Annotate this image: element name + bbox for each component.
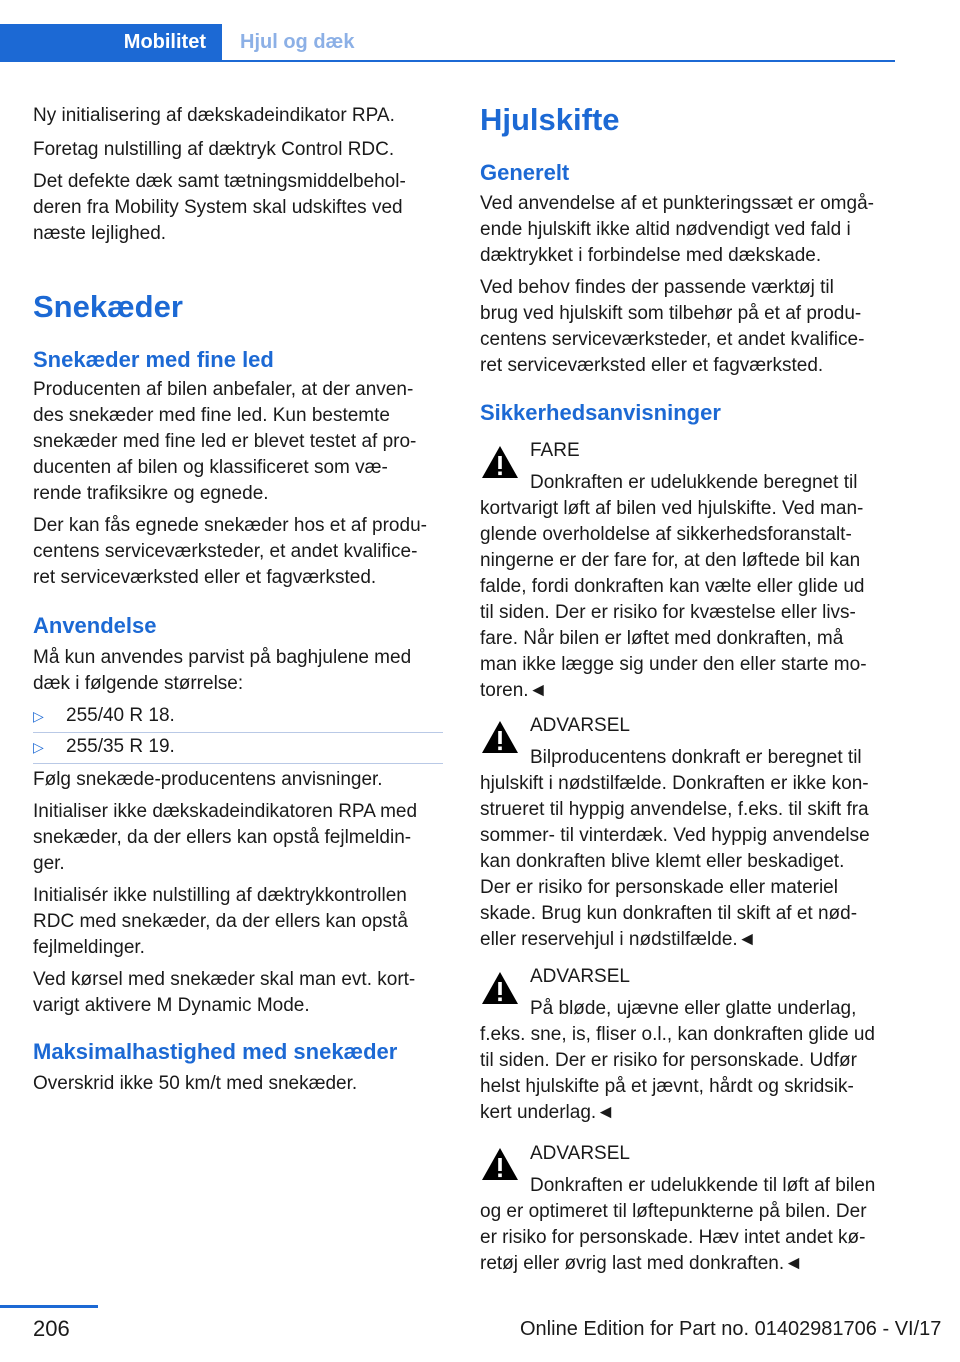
triangle-bullet-icon: ▷ (33, 708, 44, 724)
intro-line: næste lejlighed. (33, 223, 167, 244)
warning-line: kortvarigt løft af bilen ved hjulskifte. Ved man- (480, 498, 864, 519)
paragraph-line: brug ved hjulskift som tilbehør på et af produ- (480, 303, 862, 324)
warning-title: ADVARSEL (530, 1143, 630, 1164)
paragraph-line: Følg snekæde-producentens anvisninger. (33, 769, 383, 790)
paragraph-line: centens serviceværksteder, et andet kvalifice- (480, 329, 865, 350)
section-tab-mobilitet[interactable]: Mobilitet (0, 24, 222, 60)
list-item-text: 255/40 R 18. (66, 705, 175, 726)
paragraph-line: dæktrykket i forbindelse med dækskade. (480, 245, 822, 266)
paragraph-line: snekæder, da der ellers kan opstå fejlmeldin- (33, 827, 412, 848)
warning-triangle-icon (480, 444, 520, 480)
warning-line: og er optimeret til løftepunkterne på bilen. Der (480, 1201, 867, 1222)
warning-line: kert underlag.◄ (480, 1102, 615, 1123)
list-divider (33, 732, 443, 733)
warning-triangle-icon (480, 970, 520, 1006)
paragraph-line: Ved kørsel med snekæder skal man evt. kort- (33, 969, 416, 990)
subheading-anvendelse: Anvendelse (33, 613, 157, 638)
warning-line: fare. Når bilen er løftet med donkraften, må (480, 628, 844, 649)
list-divider (33, 763, 443, 764)
page-number: 206 (33, 1316, 70, 1341)
paragraph-line: Overskrid ikke 50 km/t med snekæder. (33, 1073, 358, 1094)
warning-line: retøj eller øvrig last med donkraften.◄ (480, 1253, 803, 1274)
warning-line: Der er risiko for personskade eller materiel (480, 877, 838, 898)
paragraph-line: ret serviceværksted eller et fagværksted. (480, 355, 824, 376)
paragraph-line: rende trafiksikre og egnede. (33, 483, 269, 504)
subheading-fine-led: Snekæder med fine led (33, 347, 274, 372)
warning-triangle-icon (480, 1146, 520, 1182)
warning-line: toren.◄ (480, 680, 548, 701)
intro-line: Foretag nulstilling af dæktryk Control RDC. (33, 139, 395, 160)
warning-line: kan donkraften blive klemt eller beskadiget. (480, 851, 845, 872)
paragraph-line: Producenten af bilen anbefaler, at der anven- (33, 379, 414, 400)
paragraph-line: ret serviceværksted eller et fagværksted. (33, 567, 377, 588)
edition-text: Online Edition for Part no. 01402981706 - VI/17 (520, 1318, 942, 1340)
warning-line: til siden. Der er risiko for kvæstelse eller livs- (480, 602, 856, 623)
warning-title: FARE (530, 440, 580, 461)
heading-hjulskifte: Hjulskifte (480, 102, 620, 137)
warning-line: helst hjulskifte på et jævnt, hårdt og skridsik- (480, 1076, 854, 1097)
paragraph-line: varigt aktivere M Dynamic Mode. (33, 995, 310, 1016)
paragraph-line: centens serviceværksteder, et andet kvalifice- (33, 541, 418, 562)
subheading-sikkerhedsanvisninger: Sikkerhedsanvisninger (480, 400, 721, 425)
warning-line: hjulskift i nødstilfælde. Donkraften er ikke kon- (480, 773, 869, 794)
warning-line: Donkraften er udelukkende til løft af bilen (530, 1175, 876, 1196)
paragraph-line: RDC med snekæder, da der ellers kan opstå (33, 911, 408, 932)
section-tab-hjul-og-daek[interactable]: Hjul og dæk (240, 30, 355, 53)
warning-line: er risiko for personskade. Hæv intet andet kø- (480, 1227, 866, 1248)
warning-triangle-icon (480, 719, 520, 755)
warning-title: ADVARSEL (530, 966, 630, 987)
warning-line: strueret til hyppig anvendelse, f.eks. til skift fra (480, 799, 869, 820)
intro-line: deren fra Mobility System skal udskiftes ved (33, 197, 403, 218)
warning-line: ningerne er der fare for, at den løftede bil kan (480, 550, 861, 571)
subheading-maksimalhastighed: Maksimalhastighed med snekæder (33, 1039, 398, 1064)
triangle-bullet-icon: ▷ (33, 739, 44, 755)
warning-line: falde, fordi donkraften kan vælte eller glide ud (480, 576, 865, 597)
paragraph-line: ende hjulskift ikke altid nødvendigt ved fald i (480, 219, 851, 240)
paragraph-line: dæk i følgende størrelse: (33, 673, 244, 694)
page-header (0, 24, 895, 62)
paragraph-line: Der kan fås egnede snekæder hos et af produ- (33, 515, 427, 536)
paragraph-line: Ved behov findes der passende værktøj til (480, 277, 834, 298)
warning-line: På bløde, ujævne eller glatte underlag, (530, 998, 857, 1019)
footer-rule (0, 1305, 98, 1308)
warning-line: Bilproducentens donkraft er beregnet til (530, 747, 862, 768)
paragraph-line: fejlmeldinger. (33, 937, 145, 958)
warning-line: til siden. Der er risiko for personskade. Udfør (480, 1050, 857, 1071)
heading-snekaeder: Snekæder (33, 289, 183, 324)
paragraph-line: snekæder med fine led er blevet testet af pro- (33, 431, 417, 452)
paragraph-line: des snekæder med fine led. Kun bestemte (33, 405, 390, 426)
paragraph-line: Initialiser ikke dækskadeindikatoren RPA med (33, 801, 418, 822)
warning-line: f.eks. sne, is, fliser o.l., kan donkraften glide ud (480, 1024, 875, 1045)
header-rule (0, 60, 895, 62)
warning-line: glende overholdelse af sikkerhedsforanstalt- (480, 524, 852, 545)
warning-line: Donkraften er udelukkende beregnet til (530, 472, 858, 493)
warning-line: skade. Brug kun donkraften til skift af et nød- (480, 903, 858, 924)
paragraph-line: ger. (33, 853, 65, 874)
paragraph-line: ducenten af bilen og klassificeret som væ- (33, 457, 388, 478)
intro-line: Det defekte dæk samt tætningsmiddelbehol- (33, 171, 406, 192)
subheading-generelt: Generelt (480, 160, 570, 185)
paragraph-line: Må kun anvendes parvist på baghjulene med (33, 647, 412, 668)
list-item-text: 255/35 R 19. (66, 736, 175, 757)
intro-line: Ny initialisering af dækskadeindikator RPA. (33, 105, 395, 126)
paragraph-line: Initialisér ikke nulstilling af dæktrykkontrollen (33, 885, 407, 906)
paragraph-line: Ved anvendelse af et punkteringssæt er omgå- (480, 193, 874, 214)
warning-line: eller reservehjul i nødstilfælde.◄ (480, 929, 757, 950)
warning-line: man ikke lægge sig under den eller starte mo- (480, 654, 867, 675)
warning-line: sommer- til vinterdæk. Ved hyppig anvendelse (480, 825, 870, 846)
warning-title: ADVARSEL (530, 715, 630, 736)
